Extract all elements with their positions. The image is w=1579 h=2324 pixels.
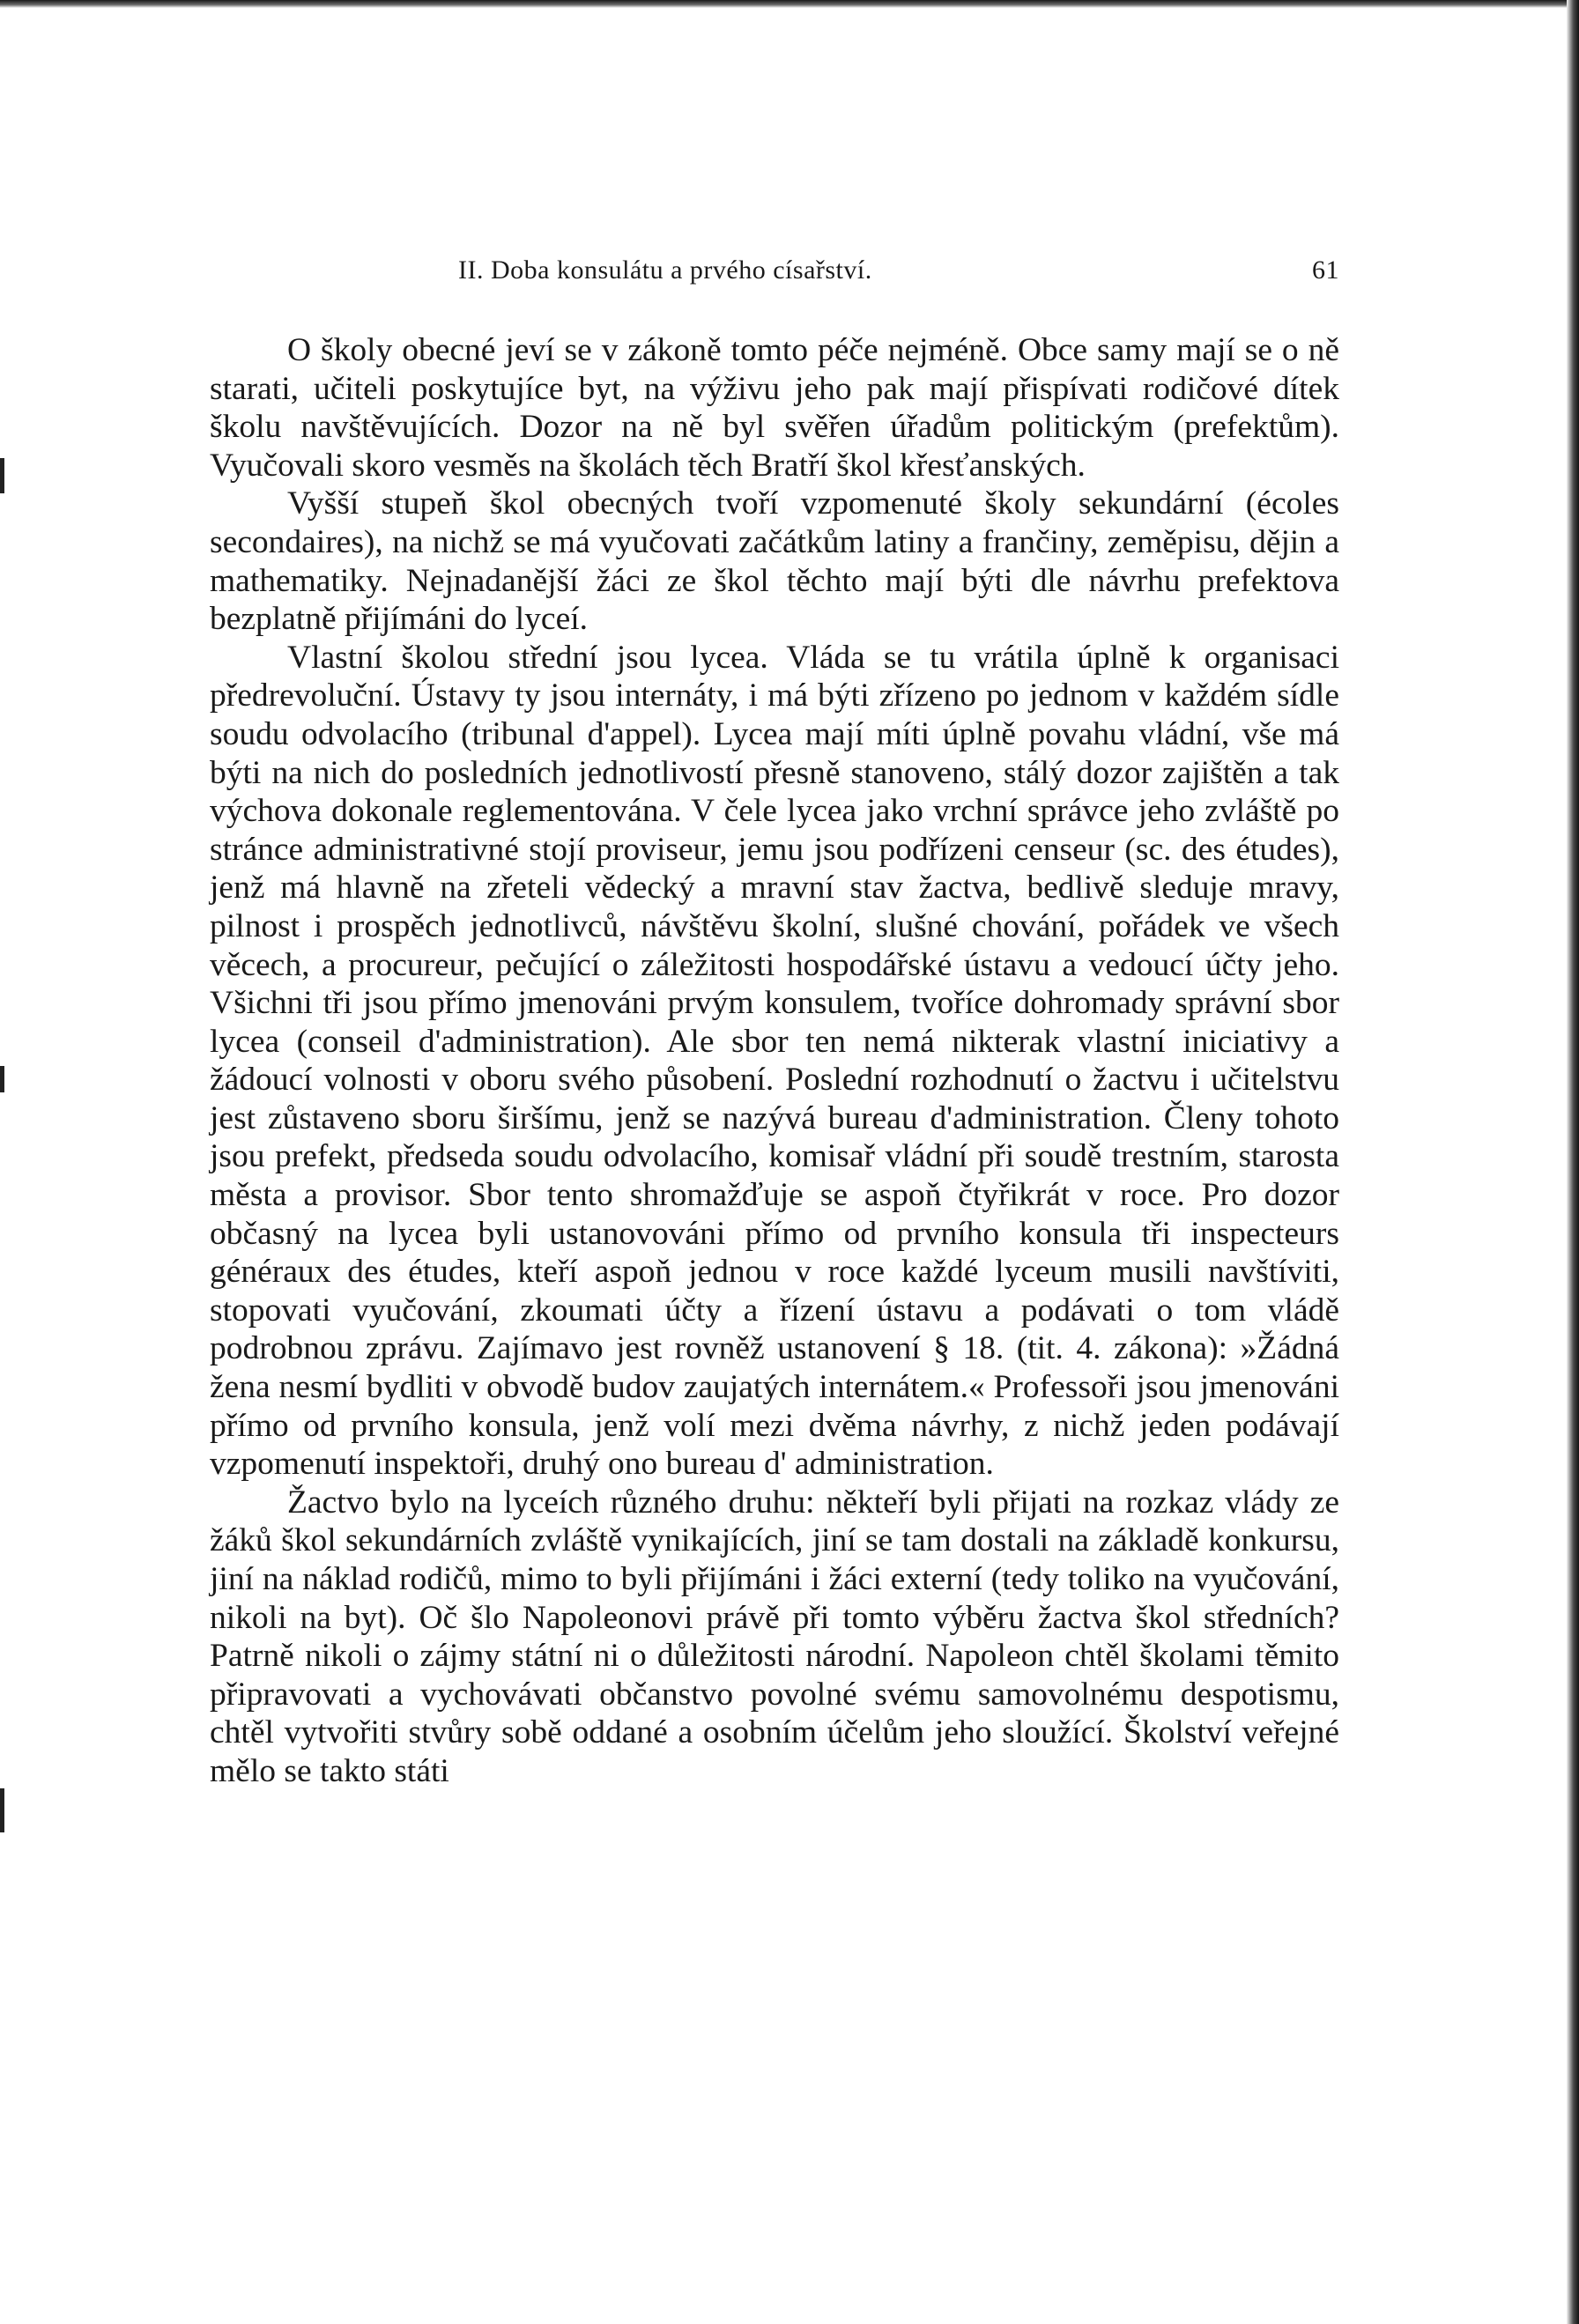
running-head: II. Doba konsulátu a prvého císařství. — [458, 255, 872, 285]
paragraph: O školy obecné jeví se v zákoně tomto péče nejméně. Obce samy mají se o ně starati, učiteli poskytujíce byt, na výživu jeho pak mají přispívati rodičové dítek školu navštěvujících. Dozor na ně byl svěřen úřadům politickým (prefektům). Vyučovali skoro vesměs na školách těch Bratří škol křesťanských. — [210, 332, 1339, 484]
body-text — [210, 331, 1339, 1791]
scan-edge-top — [0, 0, 1579, 8]
page-header — [458, 255, 1339, 294]
scan-edge-right — [1567, 0, 1579, 2324]
paragraph: Vlastní školou střední jsou lycea. Vláda se tu vrátila úplně k organisaci předrevoluční. Ústavy ty jsou internáty, i má býti zřízeno po jednom v každém sídle soudu odvolacího (tribunal d'appel). Lycea mají míti úplně povahu vládní, vše má býti na nich do posledních jednotlivostí přesně stanoveno, stálý dozor zajištěn a tak výchova dokonale reglementována. V čele lycea jako vrchní správce jeho zvláště po stránce administrativné stojí proviseur, jemu jsou podřízeni censeur (sc. des études), jenž má hlavně na zřeteli vědecký a mravní stav žactva, bedlivě sleduje mravy, pilnost i prospěch jednotlivců, návštěvu školní, slušné chování, pořádek ve všech věcech, a procureur, pečující o záležitosti hospodářské ústavu a vedoucí účty jeho. Všichni tři jsou přímo jmenováni prvým konsulem, tvoříce dohromady správní sbor lycea (conseil d'administration). Ale sbor ten nemá nikterak vlastní iniciativy a žádoucí volnosti v oboru svého působení. Poslední rozhodnutí o žactvu i učitelstvu jest zůstaveno sboru širšímu, jenž se nazývá bureau d'administration. Členy tohoto jsou prefekt, předseda soudu odvolacího, komisař vládní při soudě trestním, starosta města a provisor. Sbor tento shromažďuje se aspoň čtyřikrát v roce. Pro dozor občasný na lycea byli ustanovováni přímo od prvního konsula tři inspecteurs généraux des études, kteří aspoň jednou v roce každé lyceum musili navštíviti, stopovati vyučování, zkoumati účty a řízení ústavu a podávati o tom vládě podrobnou zprávu. Zajímavo jest rovněž ustanovení § 18. (tit. 4. zákona): »Žádná žena nesmí bydliti v obvodě budov zaujatých internátem.« Professoři jsou jmenováni přímo od prvního konsula, jenž volí mezi dvěma návrhy, z nichž jeden podávají vzpomenutí inspektoři, druhý ono bureau d' administration. — [210, 639, 1339, 1483]
scan-mark-left — [0, 458, 4, 493]
paragraph: Vyšší stupeň škol obecných tvoří vzpomenuté školy sekundární (écoles secondaires), na nichž se má vyučovati začátkům latiny a frančiny, zeměpisu, dějin a mathematiky. Nejnadanější žáci ze škol těchto mají býti dle návrhu prefektova bezplatně přijímáni do lyceí. — [210, 485, 1339, 638]
scan-mark-left — [0, 1788, 4, 1832]
scan-mark-left — [0, 1066, 4, 1092]
paragraph: Žactvo bylo na lyceích různého druhu: někteří byli přijati na rozkaz vlády ze žáků škol sekundárních zvláště vynikajících, jiní se tam dostali na základě konkursu, jiní na náklad rodičů, mimo to byli přijímáni i žáci externí (tedy toliko na vyučování, nikoli na byt). Oč šlo Napoleonovi právě při tomto výběru žactva škol středních? Patrně nikoli o zájmy státní ni o důležitosti národní. Napoleon chtěl školami těmito připravovati a vychovávati občanstvo povolné svému samovolnému despotismu, chtěl vytvořiti stvůry sobě oddané a osobním účelům jeho sloužící. Školství veřejné mělo se takto státi — [210, 1484, 1339, 1789]
page-number: 61 — [1312, 255, 1339, 285]
